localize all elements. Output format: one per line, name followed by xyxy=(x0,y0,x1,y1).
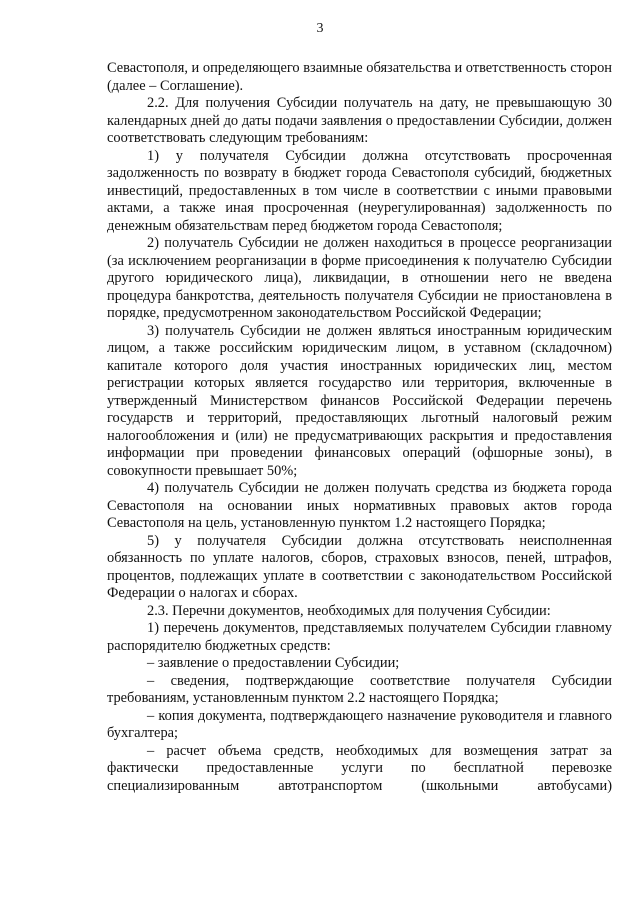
paragraph: 3) получатель Субсидии не должен являться иностранным юридическим лицом, а также российским юридическим лицом, в уставном (складочном) капитале которого доля участия иностранных юридических лиц, местом регистрации которых является государство или территория, включенные в утвержденный Министерством финансов Российской Федерации перечень государств и территорий, предоставляющих льготный налоговый режим налогообложения и (или) не предусматривающих раскрытия и предоставления информации при проведении финансовых операций (офшорные зоны), в совокупности превышает 50%; xyxy=(107,322,612,479)
paragraph: 2.3. Перечни документов, необходимых для получения Субсидии: xyxy=(147,602,551,619)
paragraph: – сведения, подтверждающие соответствие получателя Субсидии требованиям, установленным пунктом 2.2 настоящего Порядка; xyxy=(107,672,612,706)
paragraph: – расчет объема средств, необходимых для возмещения затрат за фактически предоставленные услуги по бесплатной перевозке специализированным автотранспортом (школьными автобусами) xyxy=(107,742,612,794)
document-body xyxy=(107,60,612,795)
paragraph: 2.2. Для получения Субсидии получатель на дату, не превышающую 30 календарных дней до даты подачи заявления о предоставлении Субсидии, должен соответствовать следующим требованиям: xyxy=(107,95,612,146)
paragraph: – копия документа, подтверждающего назначение руководителя и главного бухгалтера; xyxy=(107,707,612,741)
paragraph: 5) у получателя Субсидии должна отсутствовать неисполненная обязанность по уплате налогов, сборов, страховых взносов, пеней, штрафов, процентов, подлежащих уплате в соответствии с законодательством Российской Федерации о налогах и сборах. xyxy=(107,532,612,601)
paragraph: – заявление о предоставлении Субсидии; xyxy=(147,655,400,671)
page-number: 3 xyxy=(316,21,324,36)
paragraph: Севастополя, и определяющего взаимные обязательства и ответственность сторон (далее – Соглашение). xyxy=(107,60,612,94)
paragraph: 2) получатель Субсидии не должен находиться в процессе реорганизации (за исключением реорганизации в форме присоединения к получателю Субсидии другого юридического лица), ликвидации, в отношении него не введена процедура банкротства, деятельность получателя Субсидии не приостановлена в порядке, предусмотренном законодательством Российской Федерации; xyxy=(107,235,612,321)
paragraph: 4) получатель Субсидии не должен получать средства из бюджета города Севастополя на основании иных нормативных правовых актов города Севастополя на цель, установленную пунктом 1.2 настоящего Порядка; xyxy=(107,480,612,531)
paragraph: 1) у получателя Субсидии должна отсутствовать просроченная задолженность по возврату в бюджет города Севастополя субсидий, бюджетных инвестиций, предоставленных в том числе в соответствии с иными правовыми актами, а также иная просроченная (неурегулированная) задолженность по денежным обязательствам перед бюджетом города Севастополя; xyxy=(107,147,612,234)
paragraph: 1) перечень документов, представляемых получателем Субсидии главному распорядителю бюджетных средств: xyxy=(107,620,612,654)
